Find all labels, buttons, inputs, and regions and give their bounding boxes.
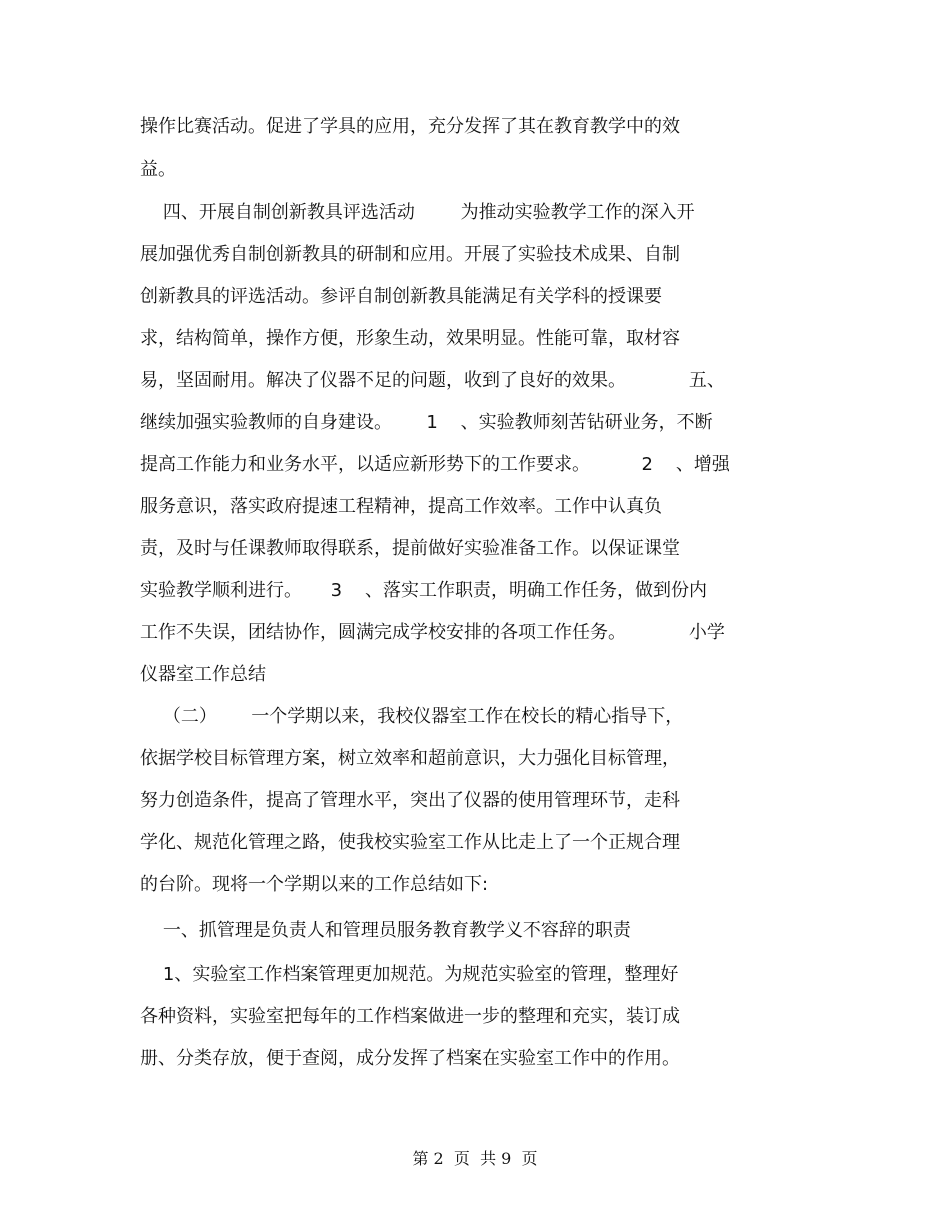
text-line: 服务意识，落实政府提速工程精神，提高工作效率。工作中认真负 xyxy=(140,496,662,517)
text-line: 求，结构简单，操作方便，形象生动，效果明显。性能可靠，取材容 xyxy=(140,328,680,349)
text-line: 责，及时与任课教师取得联系，提前做好实验准备工作。以保证课堂 xyxy=(140,538,680,559)
text-line: 操作比赛活动。促进了学具的应用，充分发挥了其在教育教学中的效 xyxy=(140,116,680,137)
text-line: 的台阶。现将一个学期以来的工作总结如下: xyxy=(140,874,489,895)
text-line: 提高工作能力和业务水平，以适应新形势下的工作要求。 2 、增强 xyxy=(140,454,730,475)
text-line: 各种资料，实验室把每年的工作档案做进一步的整理和充实，装订成 xyxy=(140,1006,680,1027)
text-line: 学化、规范化管理之路，使我校实验室工作从比走上了一个正规合理 xyxy=(140,832,680,853)
page-number-footer: 第 2 页 共 9 页 xyxy=(412,1149,538,1168)
text-line: 易，坚固耐用。解决了仪器不足的问题，收到了良好的效果。 五、 xyxy=(140,370,725,391)
text-line: 册、分类存放，便于查阅，成分发挥了档案在实验室工作中的作用。 xyxy=(140,1048,680,1069)
text-line: 益。 xyxy=(140,159,176,180)
text-line: 依据学校目标管理方案，树立效率和超前意识，大力强化目标管理， xyxy=(140,748,680,769)
text-line: 展加强优秀自制创新教具的研制和应用。开展了实验技术成果、自制 xyxy=(140,244,680,265)
text-line: 继续加强实验教师的自身建设。 1 、实验教师刻苦钻研业务，不断 xyxy=(140,412,713,433)
text-line: 四、开展自制创新教具评选活动 为推动实验教学工作的深入开 xyxy=(140,202,695,223)
text-line: （二） 一个学期以来，我校仪器室工作在校长的精心指导下， xyxy=(140,706,684,727)
text-line: 创新教具的评选活动。参评自制创新教具能满足有关学科的授课要 xyxy=(140,286,662,307)
text-line: 仪器室工作总结 xyxy=(140,664,266,685)
text-line: 努力创造条件，提高了管理水平，突出了仪器的使用管理环节，走科 xyxy=(140,790,680,811)
text-line: 实验教学顺利进行。 3 、落实工作职责，明确工作任务，做到份内 xyxy=(140,580,707,601)
text-line: 工作不失误，团结协作，圆满完成学校安排的各项工作任务。 小学 xyxy=(140,622,725,643)
text-line: 一、抓管理是负责人和管理员服务教育教学义不容辞的职责 xyxy=(140,920,631,941)
text-line: 1、实验室工作档案管理更加规范。为规范实验室的管理，整理好 xyxy=(140,964,679,985)
